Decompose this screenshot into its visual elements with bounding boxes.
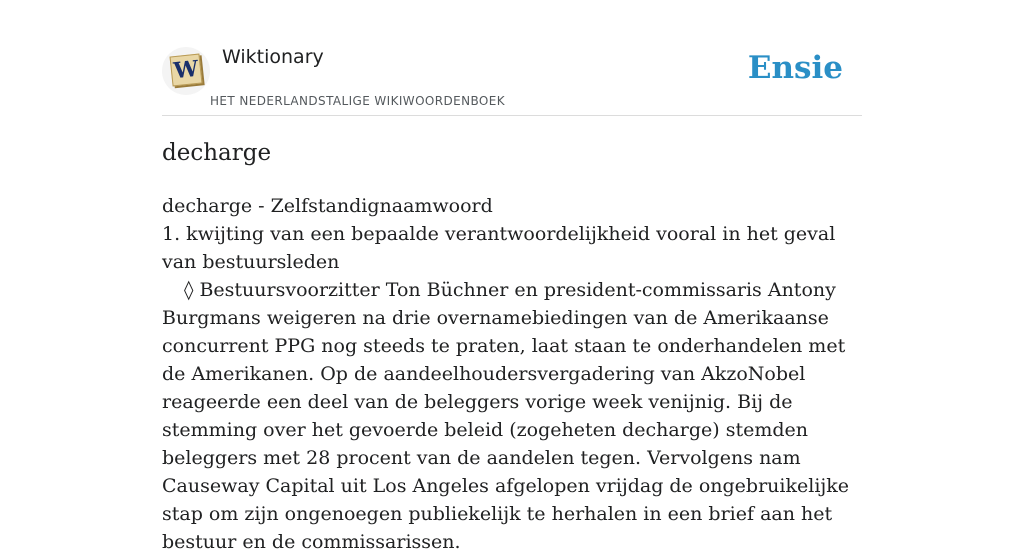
logo-tile [170,54,203,87]
part-of-speech-line: decharge - Zelfstandignaamwoord [162,195,493,217]
page [162,0,862,553]
site-header [162,0,862,116]
entry-content [162,192,866,556]
wiktionary-logo-icon[interactable] [162,47,210,95]
logo-letter: W [172,55,200,85]
example-marker-icon: ◊ [184,279,194,301]
ensie-brand-link[interactable]: Ensie [747,50,843,86]
site-tagline: HET NEDERLANDSTALIGE WIKIWOORDENBOEK [210,94,506,108]
example-text: Bestuursvoorzitter Ton Büchner en president-commissaris Antony Burgmans weigeren na drie overnamebiedingen van de Amerikaanse concurrent PPG nog steeds te praten, laat staan te onderhandelen met de Amerikanen. Op de aandeelhoudersvergadering van AkzoNobel reageerde een deel van de beleggers vorige week venijnig. Bij de stemming over het gevoerde beleid (zogeheten decharge) stemden beleggers met 28 procent van de aandelen tegen. Vervolgens nam Causeway Capital uit Los Angeles afgelopen vrijdag de ongebruikelijke stap om zijn ongenoegen publiekelijk te herhalen in een brief aan het bestuur en de commissarissen. [162,279,850,553]
page-title: decharge [162,140,272,166]
site-title[interactable]: Wiktionary [222,46,324,68]
example-paragraph [162,276,866,556]
definition: 1. kwijting van een bepaalde verantwoordelijkheid vooral in het geval van bestuursleden [162,223,836,273]
